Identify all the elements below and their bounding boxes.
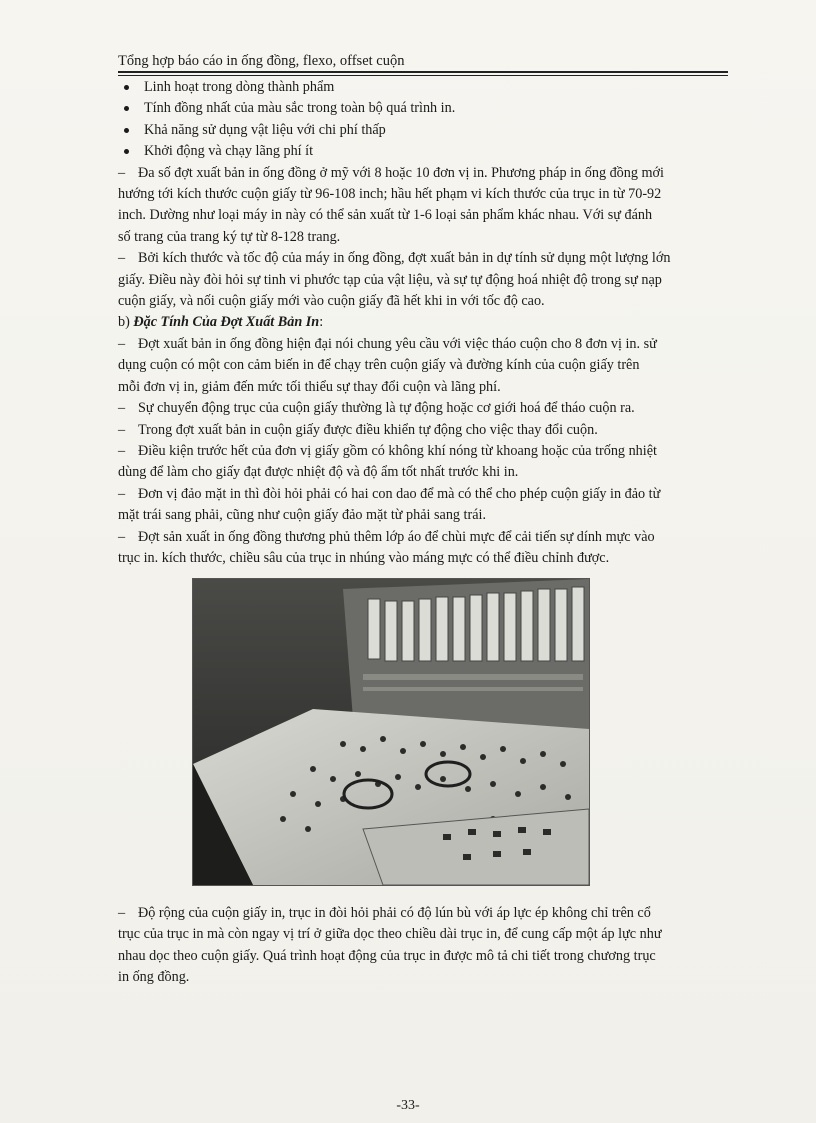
paragraph-line — [118, 441, 728, 462]
bullet-item: Khởi động và chạy lãng phí ít — [118, 141, 728, 162]
bullet-item: Tính đồng nhất của màu sắc trong toàn bộ quá trình in. — [118, 98, 728, 119]
paragraph-line — [118, 377, 728, 398]
paragraph-line — [118, 398, 728, 419]
paragraph-line — [118, 291, 728, 312]
line-text: Bởi kích thước và tốc độ của máy in ống đồng, đợt xuất bản in dự tính sử dụng một lượng lớn — [138, 250, 671, 267]
paragraph-group-2 — [118, 334, 728, 569]
line-text: số trang của trang ký tự từ 8-128 trang. — [118, 228, 341, 245]
dash-mark: – — [118, 335, 126, 352]
dash-paragraph — [118, 398, 728, 419]
line-text: dụng cuộn có một con cảm biến in để chạy trên cuộn giấy và đường kính của cuộn giấy trên — [118, 357, 640, 374]
paragraph-line — [118, 903, 728, 924]
line-text: nhau dọc theo cuộn giấy. Quá trình hoạt động của trục in được mô tả chi tiết trong chương trục — [118, 947, 656, 964]
paragraph-line — [118, 227, 728, 248]
section-heading — [118, 312, 728, 333]
paragraph-line — [118, 946, 728, 967]
dash-paragraph — [118, 163, 728, 249]
dash-mark: – — [118, 421, 126, 438]
paragraph-line — [118, 924, 728, 945]
printing-press-control-panel-photo — [192, 578, 590, 886]
line-text: trục in. kích thước, chiều sâu của trục in nhúng vào máng mực có thể điều chỉnh được. — [118, 549, 610, 566]
line-text: in ống đồng. — [118, 969, 190, 986]
header-rule — [118, 71, 728, 76]
dash-paragraph — [118, 420, 728, 441]
line-text: cuộn giấy, và nối cuộn giấy mới vào cuộn giấy đã hết khi in với tốc độ cao. — [118, 293, 545, 310]
dash-paragraph — [118, 441, 728, 484]
dash-paragraph — [118, 903, 728, 989]
line-text: Đợt sản xuất in ống đồng thương phủ thêm lớp áo để chùi mực để cải tiến sự dính mực vào — [138, 528, 655, 545]
dash-mark: – — [118, 905, 126, 921]
paragraph-line — [118, 967, 728, 988]
line-text: Đợt xuất bản in ống đồng hiện đại nói chung yêu cầu với việc tháo cuộn cho 8 đơn vị in. sử — [138, 335, 657, 352]
dash-paragraph — [118, 484, 728, 527]
paragraph-group-1 — [118, 163, 728, 313]
bullet-item: Khả năng sử dụng vật liệu với chi phí thấp — [118, 120, 728, 141]
dash-paragraph — [118, 527, 728, 570]
paragraph-line — [118, 163, 728, 184]
line-text: Điều kiện trước hết của đơn vị giấy gồm có không khí nóng từ khoang hoặc của trống nhiệt — [138, 442, 657, 459]
paragraph-group-3 — [118, 903, 728, 989]
paragraph-line — [118, 334, 728, 355]
line-text: Độ rộng của cuộn giấy in, trục in đòi hỏi phải có độ lún bù với áp lực ép không chỉ trên cổ — [138, 905, 651, 921]
page-header: Tổng hợp báo cáo in ống đồng, flexo, offset cuộn — [118, 53, 405, 69]
dash-mark: – — [118, 164, 126, 181]
page-number: -33- — [396, 1098, 420, 1113]
paragraph-line — [118, 355, 728, 376]
section-suffix: : — [319, 314, 324, 331]
paragraph-line — [118, 420, 728, 441]
dash-mark: – — [118, 250, 126, 267]
line-text: dùng để làm cho giấy đạt được nhiệt độ và độ ẩm tốt nhất trước khi in. — [118, 464, 519, 481]
dash-paragraph — [118, 334, 728, 398]
paragraph-line — [118, 184, 728, 205]
line-text: trục của trục in mà còn ngay vị trí ở giữa dọc theo chiều dài trục in, để cung cấp một áp lực như — [118, 926, 662, 943]
section-prefix: b) — [118, 314, 130, 331]
line-text: Đơn vị đảo mặt in thì đòi hỏi phải có hai con dao để mà có thể cho phép cuộn giấy in đảo từ — [138, 485, 661, 502]
paragraph-line — [118, 462, 728, 483]
line-text: mỗi đơn vị in, giảm đến mức tối thiểu sự thay đổi cuộn và lãng phí. — [118, 378, 501, 395]
line-text: mặt trái sang phải, cũng như cuộn giấy đảo mặt từ phải sang trái. — [118, 507, 487, 524]
paragraph-line — [118, 248, 728, 269]
paragraph-line — [118, 270, 728, 291]
line-text: Trong đợt xuất bản in cuộn giấy được điều khiển tự động cho việc thay đổi cuộn. — [138, 421, 598, 438]
line-text: Sự chuyển động trục của cuộn giấy thường là tự động hoặc cơ giới hoá để tháo cuộn ra. — [138, 400, 635, 417]
dash-mark: – — [118, 400, 126, 417]
line-text: giấy. Điều này đòi hỏi sự tinh vi phước tạp của vật liệu, và sự tự động hoá nhiệt độ trong sự nạp — [118, 271, 662, 288]
paragraph-line — [118, 505, 728, 526]
line-text: Đa số đợt xuất bản in ống đồng ở mỹ với 8 hoặc 10 đơn vị in. Phương pháp in ống đồng mới — [138, 164, 664, 181]
bullet-item: Linh hoạt trong dòng thành phẩm — [118, 77, 728, 98]
line-text: hướng tới kích thước cuộn giấy từ 96-108 inch; hầu hết phạm vi kích thước của trục in từ 70-92 — [118, 186, 662, 203]
line-text: inch. Dường như loại máy in này có thể sản xuất từ 1-6 loại sản phẩm khác nhau. Với sự đánh — [118, 207, 653, 224]
main-content — [118, 77, 728, 569]
dash-mark: – — [118, 485, 126, 502]
section-title: Đặc Tính Của Đợt Xuất Bản In — [133, 314, 320, 331]
paragraph-line — [118, 205, 728, 226]
paragraph-line — [118, 548, 728, 569]
paragraph-line — [118, 484, 728, 505]
dash-paragraph — [118, 248, 728, 312]
photo-illustration — [193, 579, 589, 885]
bullet-list — [118, 77, 728, 163]
dash-mark: – — [118, 528, 126, 545]
paragraph-line — [118, 527, 728, 548]
dash-mark: – — [118, 442, 126, 459]
